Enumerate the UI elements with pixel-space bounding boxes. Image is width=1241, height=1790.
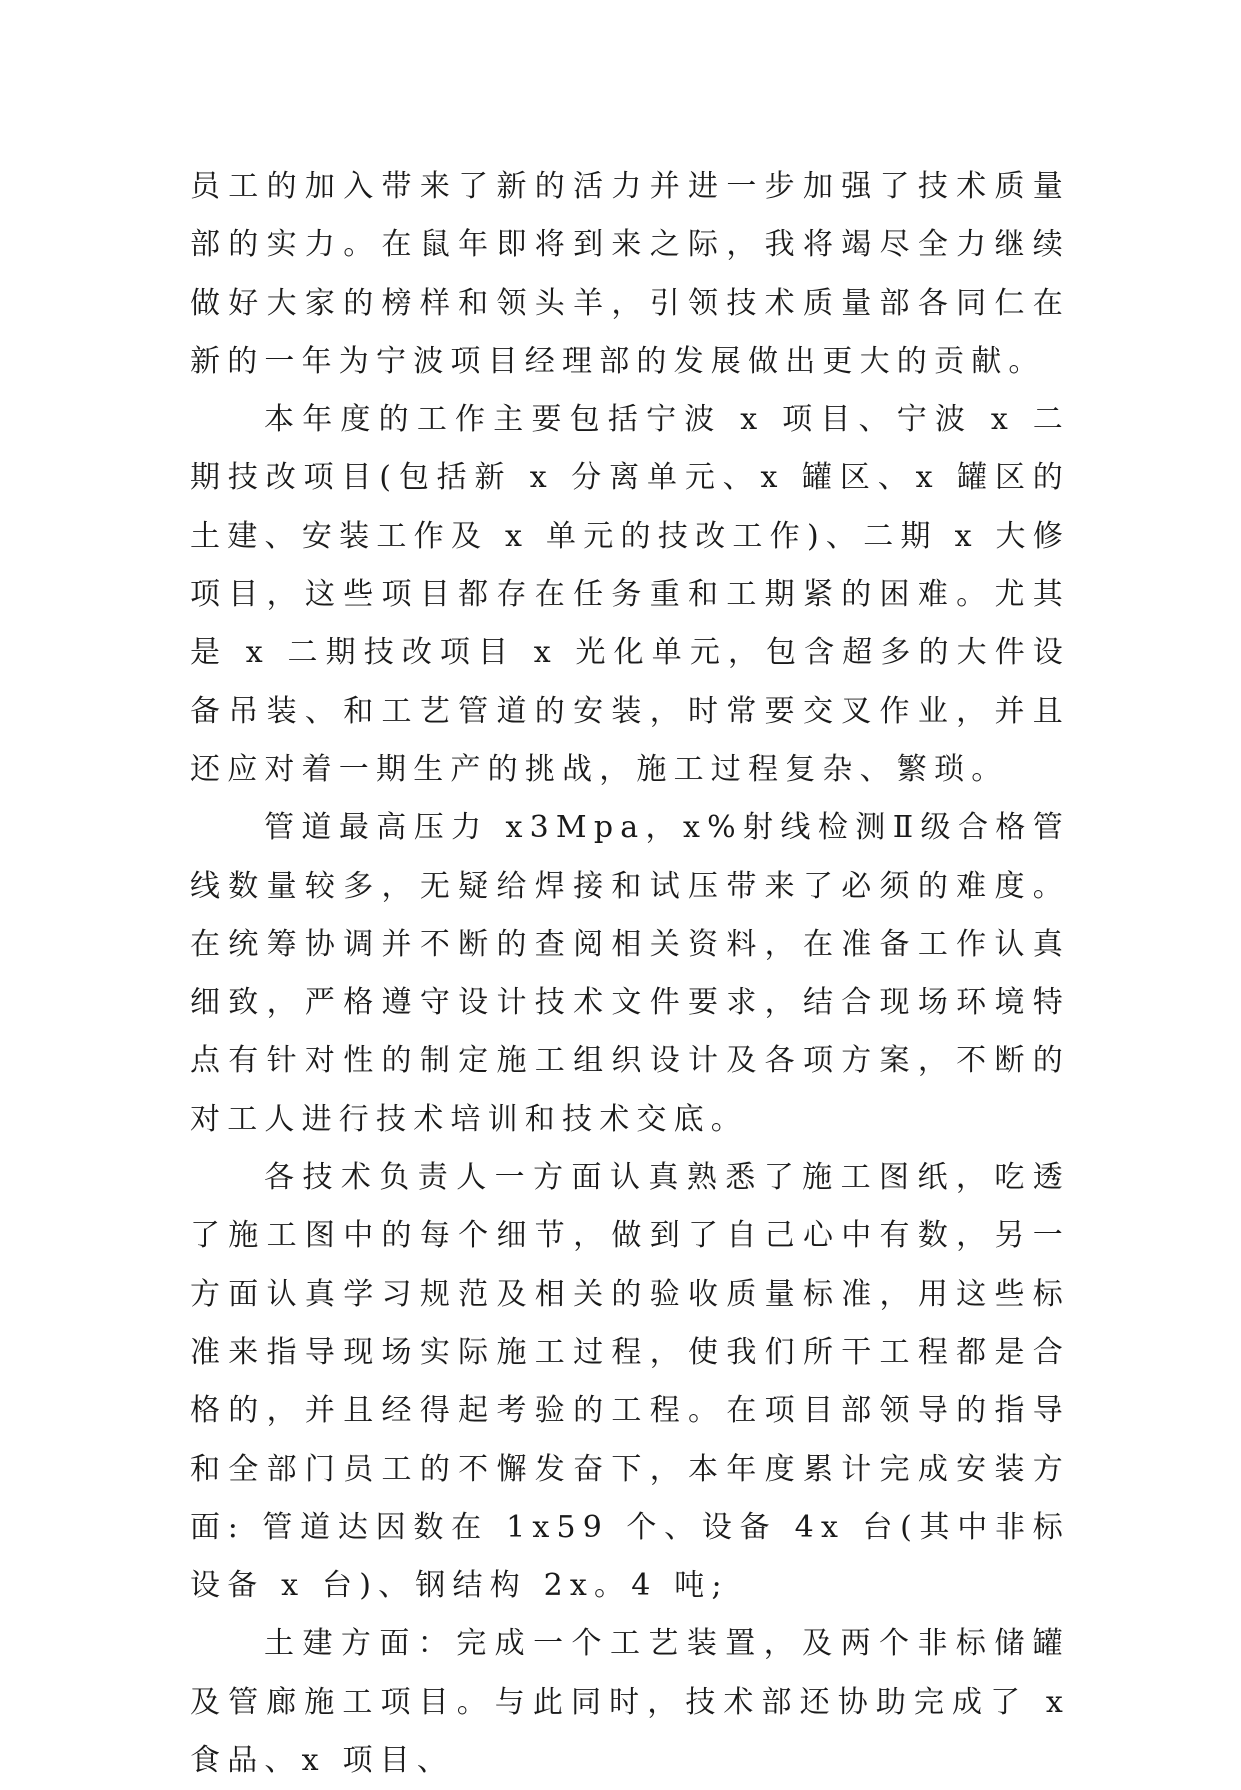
paragraph-technical-leads: 各技术负责人一方面认真熟悉了施工图纸，吃透了施工图中的每个细节，做到了自己心中有数，另一方面认真学习规范及相关的验收质量标准，用这些标准来指导现场实际施工过程，使我们所干工程都是合格的，并且经得起考验的工程。在项目部领导的指导和全部门员工的不懈发奋下，本年度累计完成安装方面: 管道达因数在 1x59 个、设备 4x 台(其中非标设备 x 台)、钢结构 2x。4 吨; (190, 1160, 1070, 1604)
paragraph-project-scope: 本年度的工作主要包括宁波 x 项目、宁波 x 二期技改项目(包括新 x 分离单元、x 罐区、x 罐区的土建、安装工作及 x 单元的技改工作)、二期 x 大修项目，这些项目都存在任务重和工期紧的困难。尤其是 x 二期技改项目 x 光化单元，包含超多的大件设备吊装、和工艺管道的安装，时常要交叉作业，并且还应对着一期生产的挑战，施工过程复杂、繁琐。 (190, 402, 1070, 787)
paragraph-pipeline-pressure: 管道最高压力 x3Mpa，x%射线检测Ⅱ级合格管线数量较多，无疑给焊接和试压带来了必须的难度。在统筹协调并不断的查阅相关资料，在准备工作认真细致，严格遵守设计技术文件要求，结合现场环境特点有针对性的制定施工组织设计及各项方案，不断的对工人进行技术培训和技术交底。 (190, 810, 1070, 1137)
paragraph-civil-works: 土建方面：完成一个工艺装置，及两个非标储罐及管廊施工项目。与此同时，技术部还协助完成了 x 食品、x 项目、 (190, 1626, 1070, 1779)
body-text (190, 158, 1070, 1790)
paragraph-continuation: 员工的加入带来了新的活力并进一步加强了技术质量部的实力。在鼠年即将到来之际，我将竭尽全力继续做好大家的榜样和领头羊，引领技术质量部各同仁在新的一年为宁波项目经理部的发展做出更大的贡献。 (190, 169, 1070, 379)
